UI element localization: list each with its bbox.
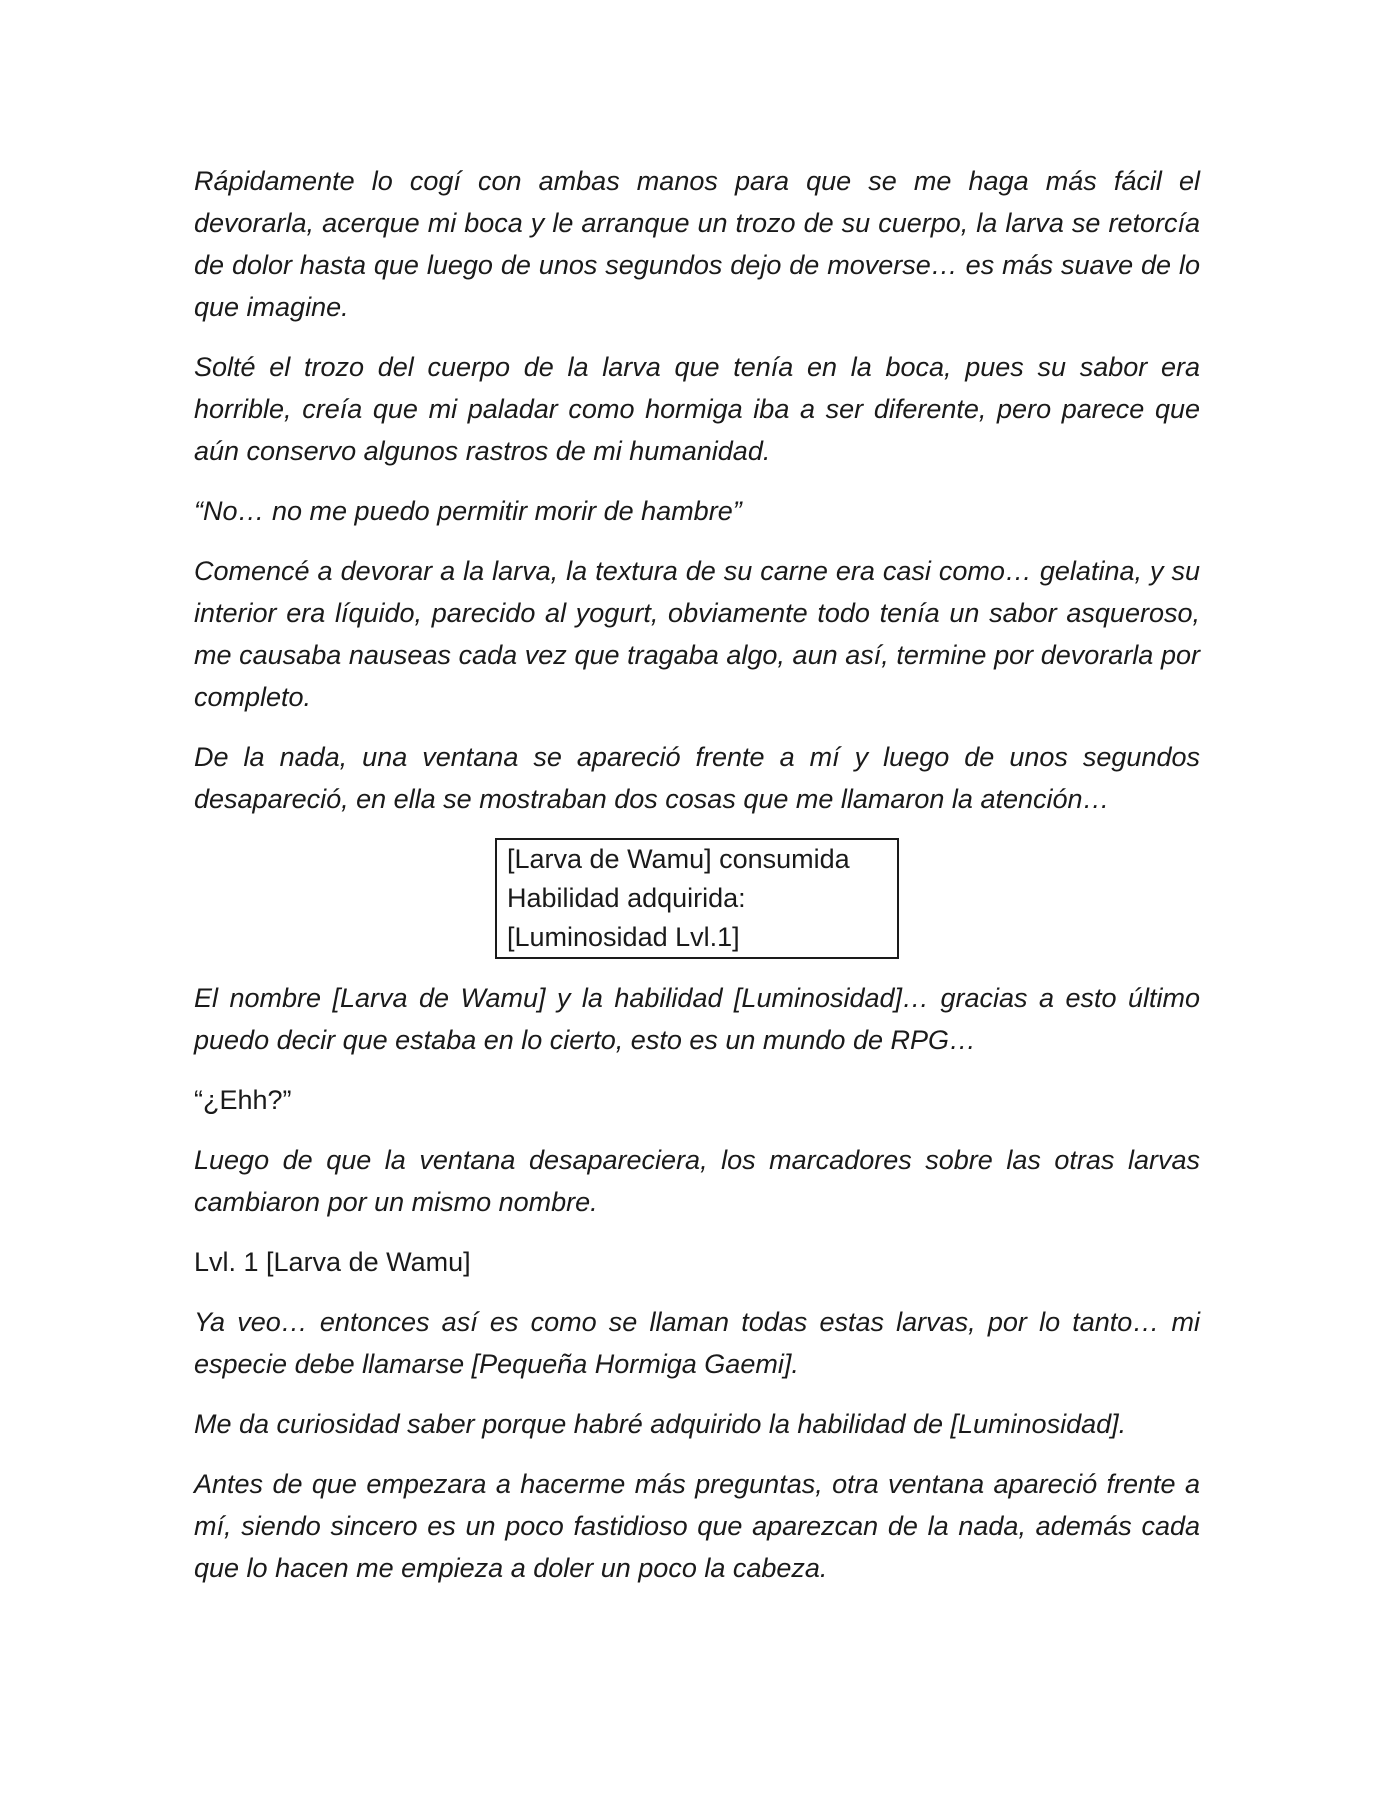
paragraph-11: Me da curiosidad saber porque habré adquirido la habilidad de [Luminosidad]. xyxy=(194,1409,1127,1439)
paragraph-2: Solté el trozo del cuerpo de la larva que tenía en la boca, pues su sabor era horrible, creía que mi paladar como hormiga iba a ser diferente, pero parece que aún conservo algunos rastros de mi humanidad. xyxy=(194,352,1200,466)
paragraph-5: De la nada, una ventana se apareció frente a mí y luego de unos segundos desapareció, en ella se mostraban dos cosas que me llamaron la atención… xyxy=(194,742,1200,814)
paragraph-7-dialogue: “¿Ehh?” xyxy=(194,1085,292,1115)
paragraph-8: Luego de que la ventana desapareciera, los marcadores sobre las otras larvas cambiaron por un mismo nombre. xyxy=(194,1145,1200,1217)
notice-line-1: [Larva de Wamu] consumida xyxy=(507,844,850,874)
paragraph-3-dialogue: “No… no me puedo permitir morir de hambre” xyxy=(194,496,742,526)
paragraph-9-level-label: Lvl. 1 [Larva de Wamu] xyxy=(194,1247,471,1277)
paragraph-6: El nombre [Larva de Wamu] y la habilidad [Luminosidad]… gracias a esto último puedo decir que estaba en lo cierto, esto es un mundo de RPG… xyxy=(194,983,1200,1055)
paragraph-10: Ya veo… entonces así es como se llaman todas estas larvas, por lo tanto… mi especie debe llamarse [Pequeña Hormiga Gaemi]. xyxy=(194,1307,1200,1379)
notice-box-container xyxy=(194,838,1200,959)
paragraph-1: Rápidamente lo cogí con ambas manos para que se me haga más fácil el devorarla, acerque mi boca y le arranque un trozo de su cuerpo, la larva se retorcía de dolor hasta que luego de unos segundos dejo de moverse… es más suave de lo que imagine. xyxy=(194,166,1200,322)
notice-line-3: [Luminosidad Lvl.1] xyxy=(507,922,740,952)
document-page xyxy=(194,160,1200,1607)
notice-line-2: Habilidad adquirida: xyxy=(507,883,746,913)
paragraph-4: Comencé a devorar a la larva, la textura de su carne era casi como… gelatina, y su interior era líquido, parecido al yogurt, obviamente todo tenía un sabor asqueroso, me causaba nauseas cada vez que tragaba algo, aun así, termine por devorarla por completo. xyxy=(194,556,1200,712)
system-notice-box xyxy=(495,838,899,959)
paragraph-12: Antes de que empezara a hacerme más preguntas, otra ventana apareció frente a mí, siendo sincero es un poco fastidioso que aparezcan de la nada, además cada que lo hacen me empieza a doler un poco la cabeza. xyxy=(194,1469,1200,1583)
